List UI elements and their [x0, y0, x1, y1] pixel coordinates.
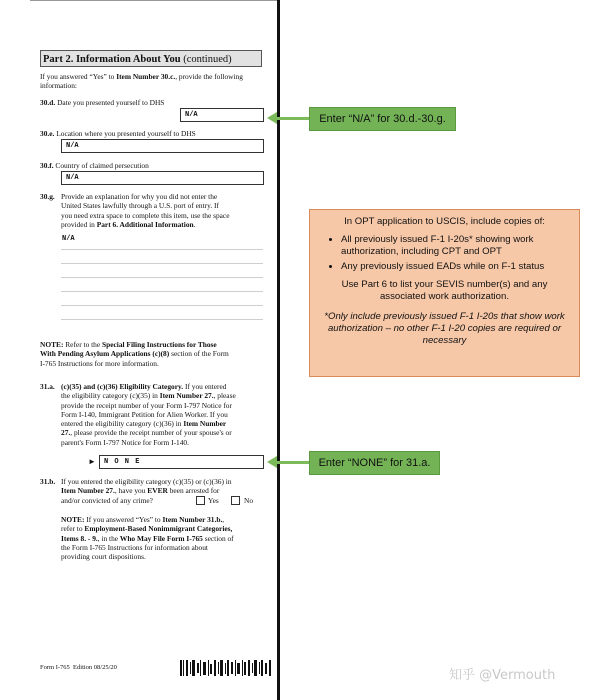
q31b-l2-bold2: EVER: [147, 486, 168, 496]
q30g-line1: Provide an explanation for why you did not enter the: [61, 192, 218, 201]
note2-line2: [61, 524, 273, 533]
note1-bold1: Special Filing Instructions for Those: [102, 340, 217, 349]
note1-line2: [40, 349, 268, 358]
note2-l1-end: ,: [222, 515, 225, 524]
q30g-rule-5: [61, 305, 263, 306]
q30g-rule-4: [61, 291, 263, 292]
note2-line1: [61, 515, 273, 524]
arrow-connector: [276, 117, 309, 120]
intro-pre: If you answered “Yes” to: [40, 72, 117, 81]
q31a-line2: [61, 391, 273, 400]
q30e-number: 30.e.: [40, 129, 55, 138]
q30e-text: Location where you presented yourself to DHS: [56, 129, 196, 138]
callout-na: Enter “N/A” for 30.d.-30.g.: [309, 107, 456, 131]
note1-mid: Refer to the: [63, 340, 102, 349]
q31a-l2-bold: Item Number 27.: [159, 391, 214, 401]
note2-l3-post: section of: [202, 533, 234, 543]
note1-line1: [40, 340, 268, 349]
q30e-label: [40, 129, 196, 138]
q31b-number: 31.b.: [40, 477, 56, 486]
intro-post: , provide the following information:: [40, 72, 243, 91]
note2-l3-mid: , in the: [97, 533, 120, 543]
q31a-l1-post: If you entered: [183, 382, 227, 391]
q30g-line4-pre: provided in: [61, 219, 97, 229]
note2-line5: providing court dispositions.: [61, 552, 146, 562]
page-top-edge: [30, 0, 280, 1]
intro-text: [40, 72, 265, 91]
q30g-line4-post: .: [193, 219, 196, 229]
callout-none: Enter “NONE” for 31.a.: [309, 451, 440, 475]
section-header: [40, 50, 262, 67]
q31a-line4: Form I-140, Immigrant Petition for Alien Worker. If you: [61, 409, 228, 419]
q30g-line4: [61, 220, 271, 229]
q30g-rule-2: [61, 263, 263, 264]
q30g-line4-bold: Part 6. Additional Information: [96, 219, 194, 229]
q30e-input[interactable]: N/A: [61, 139, 264, 153]
q30g-input[interactable]: N/A: [62, 235, 75, 243]
form-footer: [40, 664, 117, 671]
q31a-l5-bold: Item Number: [183, 419, 227, 429]
q31b-l2-post: been arrested for: [167, 486, 220, 496]
q30f-number: 30.f.: [40, 161, 54, 170]
section-title-suffix: (continued): [183, 54, 232, 65]
info-footnote: *Only include previously issued F-1 I-20s that show work authorization – no other F-1 I-20 copies are required or necessary: [324, 311, 565, 346]
q31a-l1-bold: (c)(35) and (c)(36) Eligibility Category.: [61, 382, 184, 391]
q31b-line3: and/or convicted of any crime?: [61, 495, 153, 505]
q31a-line5: [61, 419, 273, 428]
arrow-connector: [276, 461, 309, 464]
note2-l2-pre: refer to: [61, 524, 85, 534]
info-bullet: • All previously issued F-1 I-20s* showing work authorization, including CPT and OPT: [341, 234, 570, 258]
footer-form-id: Form I-765: [40, 664, 70, 671]
q31a-l6-bold: 27.: [61, 428, 71, 438]
intro-bold: Item Number 30.c.: [116, 72, 176, 81]
note-court-dispositions: [61, 515, 273, 561]
q31b-line2: [61, 486, 273, 495]
q31a-line7: parent's Form I-797 Notice for Form I-140.: [61, 437, 189, 447]
page-right-border: [277, 0, 280, 700]
info-bullet: • Any previously issued EADs while on F-1 status: [341, 261, 570, 273]
q30g-text: [61, 192, 271, 229]
q30f-input[interactable]: N/A: [61, 171, 264, 185]
q30g-rule-6: [61, 319, 263, 320]
note-asylum: [40, 340, 268, 368]
note1-post: section of the Form: [169, 349, 229, 359]
q31a-input[interactable]: N O N E: [99, 455, 264, 469]
q31a-l2-post: , please: [213, 391, 236, 401]
note2-l1-post: If you answered “Yes” to: [84, 515, 163, 524]
q31a-number: 31.a.: [40, 382, 55, 391]
note2-line4: the Form I-765 Instructions for information about: [61, 542, 208, 552]
info-part6: Use Part 6 to list your SEVIS number(s) and any associated work authorization.: [341, 279, 548, 302]
no-label: No: [244, 496, 254, 505]
q31a-line1: [61, 382, 273, 391]
note1-bold2: With Pending Asylum Applications (c)(8): [40, 349, 170, 359]
q30f-text: Country of claimed persecution: [55, 161, 149, 170]
section-title: Part 2. Information About You: [43, 54, 181, 65]
q31a-l2-pre: the eligibility category (c)(35) in: [61, 391, 160, 401]
q30g-rule-1: [61, 249, 263, 250]
note2-label: NOTE:: [61, 515, 85, 524]
q31a-line3: provide the receipt number of your Form I-797 Notice for: [61, 400, 232, 410]
note2-l3-bold2: Who May File Form I-765: [119, 533, 203, 543]
q31a-line6: [61, 428, 273, 437]
q31a-arrow-icon: ►: [88, 457, 96, 466]
q30g-rule-3: [61, 277, 263, 278]
watermark: 知乎 @Vermouth: [449, 668, 556, 683]
note2-line3: [61, 534, 273, 543]
yes-checkbox[interactable]: [196, 496, 205, 505]
barcode-image: [180, 660, 272, 676]
q31a-l5-pre: entered the eligibility category (c)(36) in: [61, 419, 184, 429]
q31b-l2-mid: , have you: [114, 486, 148, 496]
opt-info-box: [309, 209, 580, 377]
q30d-label: [40, 98, 164, 107]
q30d-number: 30.d.: [40, 98, 56, 107]
q31b-l2-bold: Item Number 27.: [61, 486, 115, 496]
q31a-text: [61, 382, 273, 447]
q30g-number: 30.g.: [40, 192, 55, 201]
info-heading: In OPT application to USCIS, include copies of:: [344, 216, 545, 227]
info-bullet-list: [319, 234, 570, 273]
note2-l1-bold: Item Number 31.b.: [162, 515, 223, 524]
note2-l2-bold: Employment-Based Nonimmigrant Categories,: [84, 524, 233, 534]
q30d-text: Date you presented yourself to DHS: [57, 98, 165, 107]
q31a-l6-post: , please provide the receipt number of your spouse's or: [70, 428, 232, 438]
yes-label: Yes: [208, 496, 219, 505]
q30d-input[interactable]: N/A: [180, 108, 264, 122]
note1-line3: I-765 Instructions for more information.: [40, 358, 159, 368]
q30f-label: [40, 161, 149, 170]
q31b-line1: If you entered the eligibility category (c)(35) or (c)(36) in: [61, 477, 232, 486]
q31b-text: [61, 477, 273, 505]
no-checkbox[interactable]: [231, 496, 240, 505]
q30g-line3: you need extra space to complete this item, use the space: [61, 210, 230, 220]
q30g-line2: United States lawfully through a U.S. port of entry. If: [61, 201, 219, 211]
footer-edition: Edition 08/25/20: [73, 664, 117, 671]
note2-l3-bold: Items 8. - 9.: [61, 533, 98, 543]
note1-label: NOTE:: [40, 340, 64, 349]
